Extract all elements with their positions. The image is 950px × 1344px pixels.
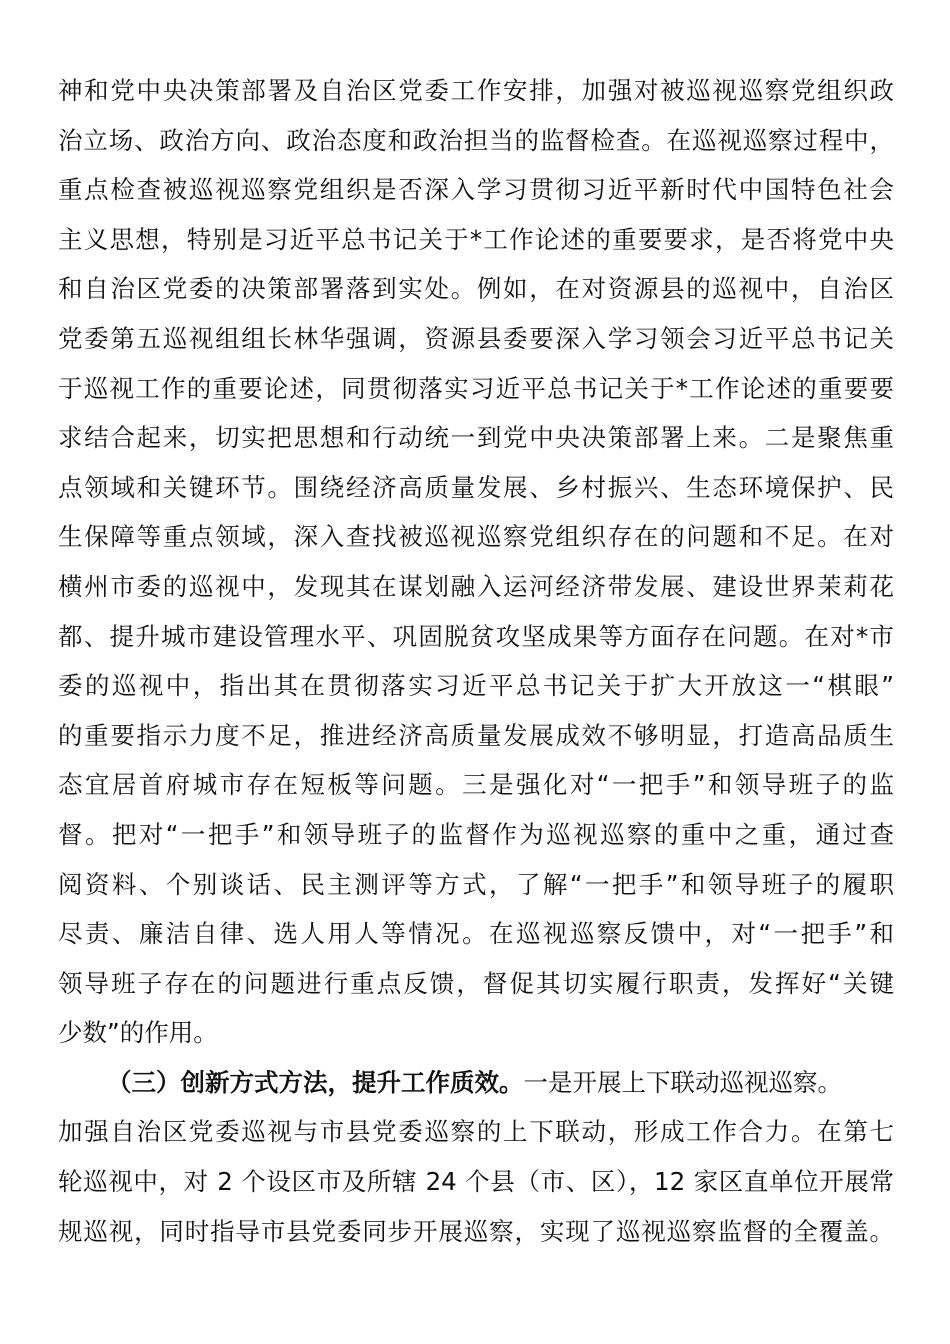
section-first-line-text: 一是开展上下联动巡视巡察。	[523, 1067, 842, 1097]
section-first-line	[58, 1058, 894, 1108]
paragraph-line-16: 督。把对“一把手”和领导班子的监督作为巡视巡察的重中之重，通过查	[58, 819, 894, 849]
paragraph-line-20: 少数”的作用。	[58, 1018, 218, 1048]
section-line-3: 规巡视，同时指导市县党委同步开展巡察，实现了巡视巡察监督的全覆盖。	[58, 1216, 894, 1246]
paragraph-line-11: 横州市委的巡视中，发现其在谋划融入运河经济带发展、建设世界茉莉花	[58, 571, 894, 601]
paragraph-line-17: 阅资料、个别谈话、民主测评等方式，了解“一把手”和领导班子的履职	[58, 869, 894, 899]
paragraph-line-13: 委的巡视中，指出其在贯彻落实习近平总书记关于扩大开放这一“棋眼”	[58, 671, 894, 701]
section-heading: （三）创新方式方法，提升工作质效。	[107, 1067, 524, 1097]
paragraph-line-8: 求结合起来，切实把思想和行动统一到党中央决策部署上来。二是聚焦重	[58, 423, 894, 453]
section-line-1: 加强自治区党委巡视与市县党委巡察的上下联动，形成工作合力。在第七	[58, 1117, 894, 1147]
paragraph-line-2: 治立场、政治方向、政治态度和政治担当的监督检查。在巡视巡察过程中，	[58, 125, 894, 155]
paragraph-line-12: 都、提升城市建设管理水平、巩固脱贫攻坚成果等方面存在问题。在对*市	[58, 621, 894, 651]
paragraph-line-10: 生保障等重点领域，深入查找被巡视巡察党组织存在的问题和不足。在对	[58, 522, 894, 552]
paragraph-line-14: 的重要指示力度不足，推进经济高质量发展成效不够明显，打造高品质生	[58, 720, 894, 750]
paragraph-line-6: 党委第五巡视组组长林华强调，资源县委要深入学习领会习近平总书记关	[58, 323, 894, 353]
paragraph-line-7: 于巡视工作的重要论述，同贯彻落实习近平总书记关于*工作论述的重要要	[58, 373, 894, 403]
paragraph-line-5: 和自治区党委的决策部署落到实处。例如，在对资源县的巡视中，自治区	[58, 274, 894, 304]
document-body	[58, 66, 894, 1256]
paragraph-line-19: 领导班子存在的问题进行重点反馈，督促其切实履行职责，发挥好“关键	[58, 968, 894, 998]
paragraph-line-18: 尽责、廉洁自律、选人用人等情况。在巡视巡察反馈中，对“一把手”和	[58, 919, 894, 949]
section-line-2: 轮巡视中，对 2 个设区市及所辖 24 个县（市、区），12 家区直单位开展常	[58, 1167, 894, 1197]
paragraph-line-3: 重点检查被巡视巡察党组织是否深入学习贯彻习近平新时代中国特色社会	[58, 175, 894, 205]
paragraph-line-9: 点领域和关键环节。围绕经济高质量发展、乡村振兴、生态环境保护、民	[58, 472, 894, 502]
paragraph-line-15: 态宜居首府城市存在短板等问题。三是强化对“一把手”和领导班子的监	[58, 770, 894, 800]
paragraph-line-4: 主义思想，特别是习近平总书记关于*工作论述的重要要求，是否将党中央	[58, 224, 894, 254]
paragraph-line-1: 神和党中央决策部署及自治区党委工作安排，加强对被巡视巡察党组织政	[58, 76, 894, 105]
